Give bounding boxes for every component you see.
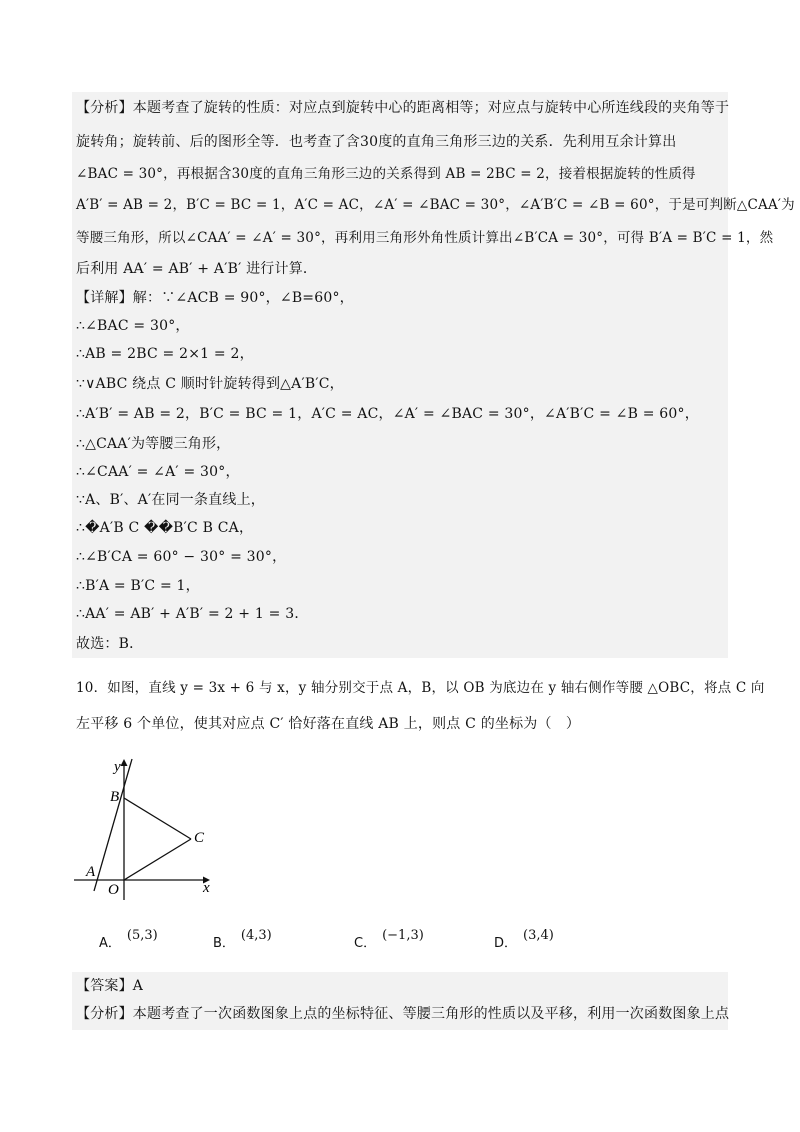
y-axis-arrow: [121, 759, 128, 766]
option-a-value: (5,3): [126, 928, 158, 943]
option-b[interactable]: [213, 928, 272, 951]
label-y: y: [114, 759, 121, 775]
option-d-label: D．: [494, 936, 518, 951]
option-a[interactable]: [99, 928, 158, 951]
answer-analysis-line: 【分析】本题考查了一次函数图象上点的坐标特征、等腰三角形的性质以及平移，利用一次函数图象上点: [76, 1006, 730, 1022]
detail-line: ∴∠B′CA = 60° − 30° = 30°，: [76, 549, 287, 565]
option-a-label: A．: [99, 936, 121, 951]
analysis-line: 后利用 AA′ = AB′ + A′B′ 进行计算．: [76, 261, 318, 277]
detail-line: ∴A′B′ = AB = 2，B′C = BC = 1，A′C = AC，∠A′ = ∠BAC = 30°，∠A′B′C = ∠B = 60°，: [76, 406, 699, 422]
segment-bc: [124, 798, 191, 839]
label-a: A: [86, 864, 96, 880]
question-10-line1: 10．如图，直线 y = 3x + 6 与 x，y 轴分别交于点 A，B，以 OB 为底边在 y 轴右侧作等腰 △OBC，将点 C 向: [76, 680, 765, 696]
option-d[interactable]: [494, 928, 554, 951]
detail-line: ∴△CAA′为等腰三角形，: [76, 436, 231, 452]
option-b-label: B．: [213, 936, 235, 951]
detail-line: 【详解】解：∵∠ACB = 90°，∠B=60°，: [76, 290, 354, 306]
label-b: B: [110, 789, 120, 805]
label-x: x: [203, 880, 210, 896]
line-ab: [94, 759, 132, 891]
analysis-line: ∠BAC = 30°，再根据含30度的直角三角形三边的关系得到 AB = 2BC = 2，接着根据旋转的性质得: [76, 166, 696, 182]
detail-line: ∴AB = 2BC = 2×1 = 2，: [76, 346, 254, 362]
option-b-value: (4,3): [240, 928, 272, 943]
analysis-line: A′B′ = AB = 2，B′C = BC = 1，A′C = AC，∠A′ = ∠BAC = 30°，∠A′B′C = ∠B = 60°，于是可判断△CAA′为: [76, 197, 795, 213]
detail-line: ∴∠CAA′ = ∠A′ = 30°，: [76, 464, 240, 480]
analysis-line: 【分析】本题考查了旋转的性质：对应点到旋转中心的距离相等；对应点与旋转中心所连线段的夹角等于: [76, 100, 730, 116]
detail-line: ∴B′A = B′C = 1，: [76, 578, 200, 594]
detail-line: ∴AA′ = AB′ + A′B′ = 2 + 1 = 3．: [76, 606, 309, 622]
label-c: C: [194, 830, 205, 846]
analysis-line: 等腰三角形，所以∠CAA′ = ∠A′ = 30°，再利用三角形外角性质计算出∠B′CA = 30°，可得 B′A = B′C = 1，然: [76, 230, 774, 246]
option-c-value: (−1,3): [382, 928, 424, 943]
detail-line: ∴∠BAC = 30°，: [76, 318, 190, 334]
analysis-line: 旋转角；旋转前、后的图形全等．也考查了含30度的直角三角形三边的关系．先利用互余计算出: [76, 134, 677, 150]
answer-line: 【答案】A: [76, 978, 144, 994]
detail-line: ∴�A′B C ��B′C B CA，: [76, 520, 254, 536]
coordinate-figure: [70, 755, 230, 905]
segment-oc: [124, 839, 191, 880]
question-10-line2: 左平移 6 个单位，使其对应点 C′ 恰好落在直线 AB 上，则点 C 的坐标为（ ）: [76, 716, 581, 732]
option-c[interactable]: [354, 928, 424, 951]
detail-line: ∵A、B′、A′在同一条直线上，: [76, 492, 265, 508]
label-o: O: [108, 882, 119, 898]
detail-line: 故选：B．: [76, 636, 144, 652]
option-c-label: C．: [354, 936, 377, 951]
option-d-value: (3,4): [523, 928, 554, 943]
detail-line: ∵∨ABC 绕点 C 顺时针旋转得到△A′B′C，: [76, 376, 344, 392]
